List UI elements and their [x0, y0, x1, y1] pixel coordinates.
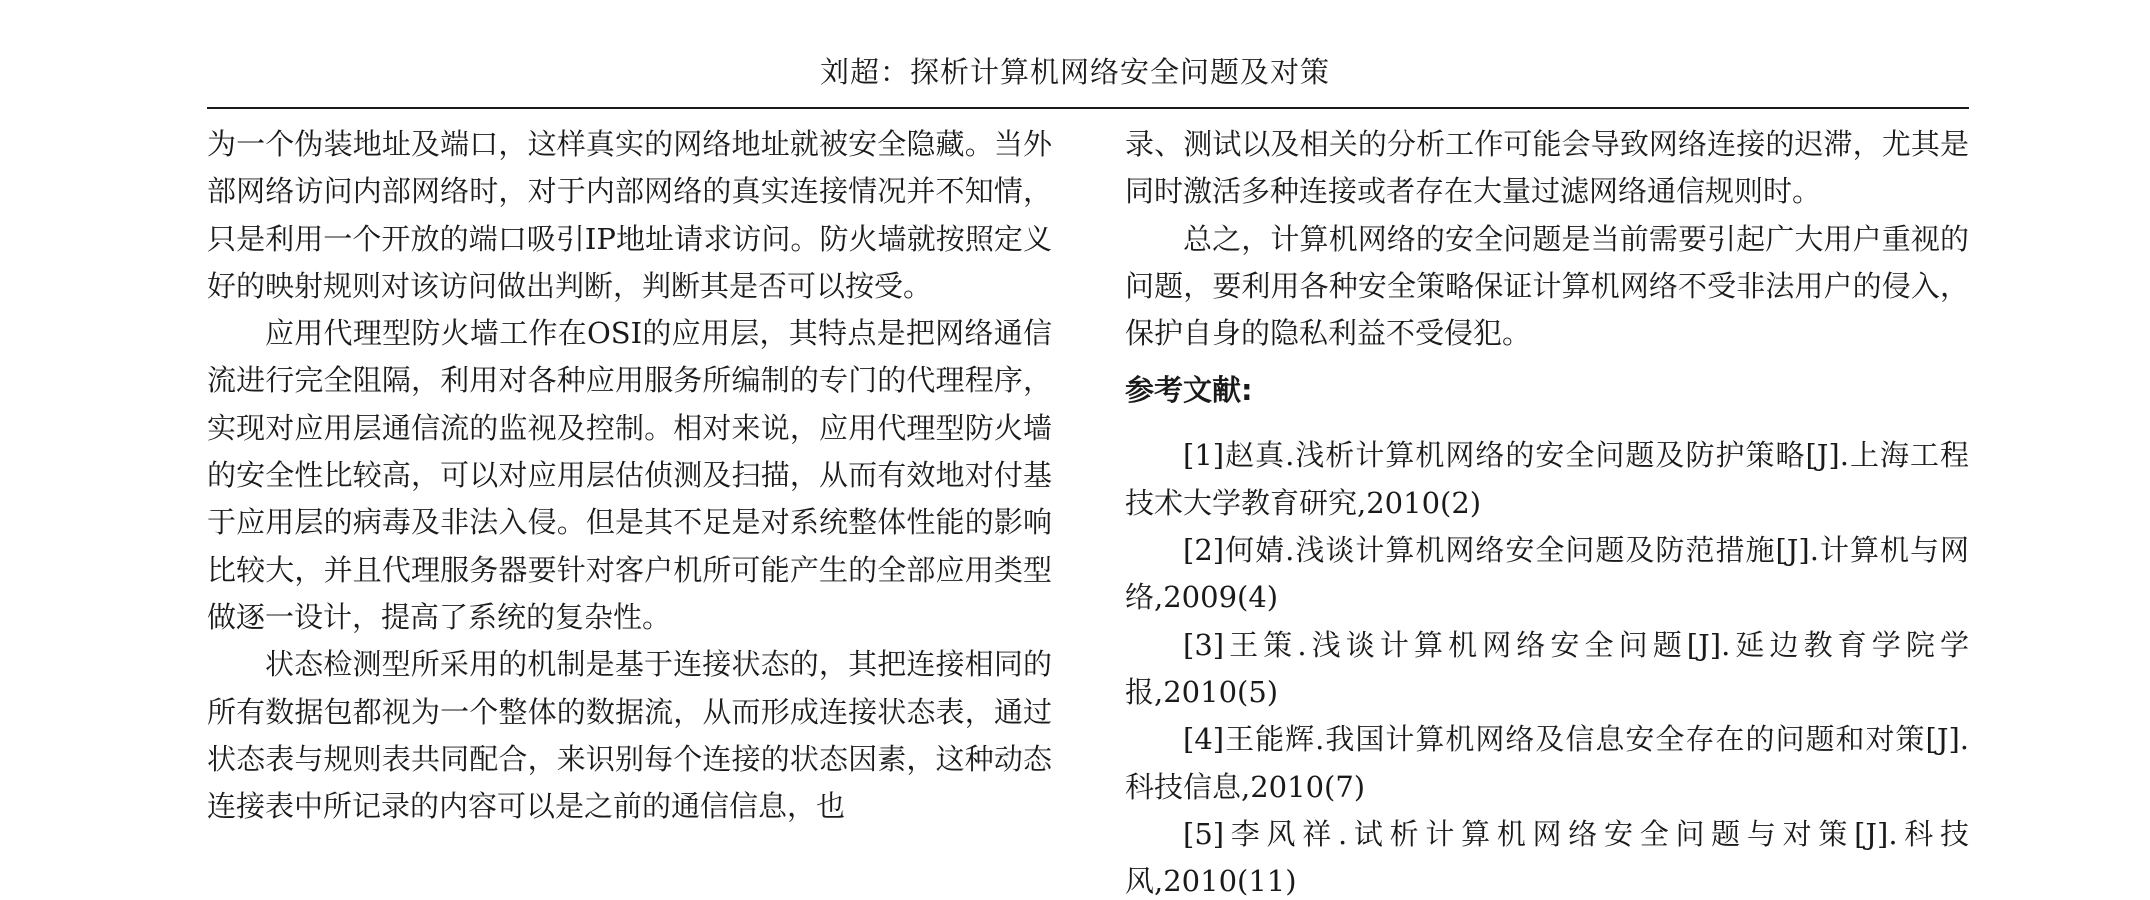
reference-item: [5]李风祥.试析计算机网络安全问题与对策[J].科技风,2010(11)	[1125, 816, 1969, 899]
references-heading: 参考文献:	[1125, 373, 1253, 408]
header-rule	[207, 107, 1969, 109]
running-head: 刘超：探析计算机网络安全问题及对策	[819, 55, 1330, 89]
reference-item: [1]赵真.浅析计算机网络的安全问题及防护策略[J].上海工程技术大学教育研究,2010(2)	[1125, 438, 1969, 520]
body-paragraph: 应用代理型防火墙工作在OSI的应用层，其特点是把网络通信流进行完全阻隔，利用对各种应用服务所编制的专门的代理程序，实现对应用层通信流的监视及控制。相对来说，应用代理型防火墙的安全性比较高，可以对应用层估侦测及扫描，从而有效地对付基于应用层的病毒及非法入侵。但是其不足是对系统整体性能的影响比较大，并且代理服务器要针对客户机所可能产生的全部应用类型做逐一设计，提高了系统的复杂性。	[207, 316, 1052, 634]
left-column	[207, 121, 1052, 900]
body-paragraph: 状态检测型所采用的机制是基于连接状态的，其把连接相同的所有数据包都视为一个整体的数据流，从而形成连接状态表，通过状态表与规则表共同配合，来识别每个连接的状态因素，这种动态连接表中所记录的内容可以是之前的通信信息，也	[207, 647, 1052, 824]
right-column	[1125, 121, 1969, 900]
body-paragraph: 总之，计算机网络的安全问题是当前需要引起广大用户重视的问题，要利用各种安全策略保证计算机网络不受非法用户的侵入，保护自身的隐私利益不受侵犯。	[1125, 221, 1969, 351]
reference-item: [2]何婧.浅谈计算机网络安全问题及防范措施[J].计算机与网络,2009(4)	[1125, 533, 1969, 615]
body-paragraph: 录、测试以及相关的分析工作可能会导致网络连接的迟滞，尤其是同时激活多种连接或者存在大量过滤网络通信规则时。	[1125, 127, 1969, 209]
reference-item: [4]王能辉.我国计算机网络及信息安全存在的问题和对策[J].科技信息,2010(7)	[1125, 722, 1969, 804]
reference-item: [3]王策.浅谈计算机网络安全问题[J].延边教育学院学报,2010(5)	[1125, 627, 1969, 709]
body-paragraph: 为一个伪装地址及端口，这样真实的网络地址就被安全隐藏。当外部网络访问内部网络时，对于内部网络的真实连接情况并不知情，只是利用一个开放的端口吸引IP地址请求访问。防火墙就按照定义好的映射规则对该访问做出判断，判断其是否可以按受。	[207, 127, 1052, 303]
